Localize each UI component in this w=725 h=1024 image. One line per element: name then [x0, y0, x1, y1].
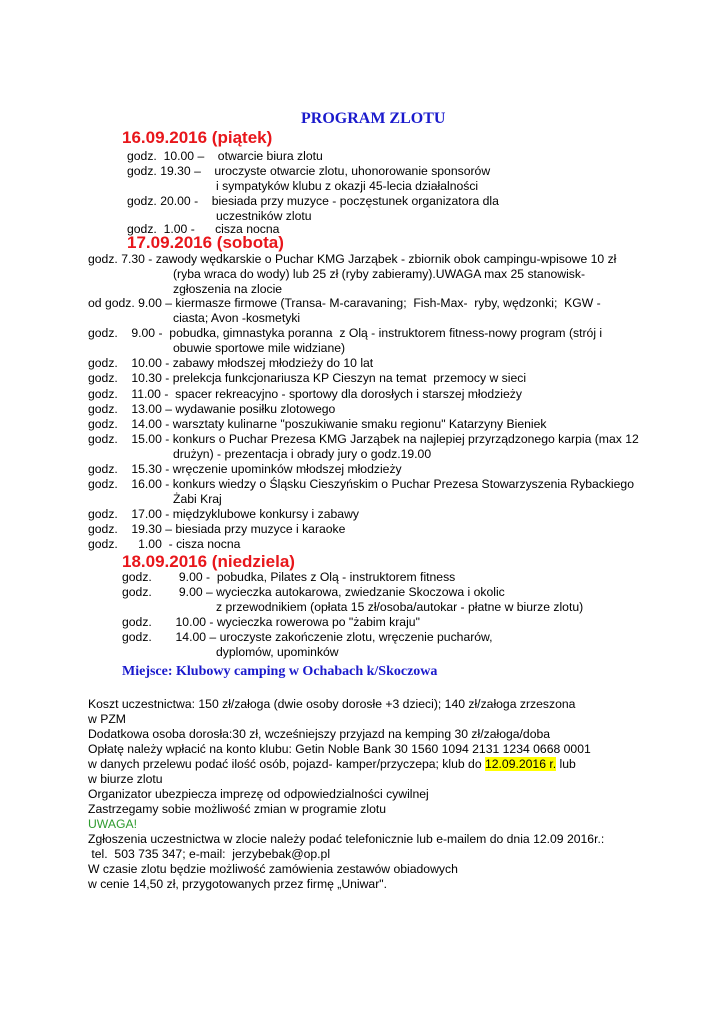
day3-heading: 18.09.2016 (niedziela)	[122, 552, 295, 571]
day2-line: godz. 19.30 – biesiada przy muzyce i karaoke	[88, 522, 346, 536]
day1-line: godz. 1.00 - cisza nocna	[127, 222, 280, 236]
day2-line: drużyn) - prezentacja i obrady jury o godz.19.00	[173, 447, 432, 461]
event-location: Miejsce: Klubowy camping w Ochabach k/Skoczowa	[122, 664, 438, 679]
day2-line: obuwie sportowe mile widziane)	[173, 341, 346, 355]
day1-line: uczestników zlotu	[216, 209, 312, 223]
day3-line: godz. 9.00 - pobudka, Pilates z Olą - instruktorem fitness	[122, 570, 456, 584]
info-line: Zgłoszenia uczestnictwa w zlocie należy podać telefonicznie lub e-mailem do dnia 12.09 2016r.:	[88, 832, 605, 846]
day2-line: zgłoszenia na zlocie	[173, 282, 283, 296]
info-line: Organizator ubezpiecza imprezę od odpowiedzialności cywilnej	[88, 787, 429, 801]
info-line: Dodatkowa osoba dorosła:30 zł, wcześniejszy przyjazd na kemping 30 zł/załoga/doba	[88, 727, 551, 741]
contact-line: tel. 503 735 347; e-mail: jerzybebak@op.pl	[88, 847, 331, 861]
day1-line: godz. 20.00 - biesiada przy muzyce - poczęstunek organizatora dla	[127, 194, 499, 208]
highlighted-deadline: 12.09.2016 r.	[484, 757, 557, 771]
info-line: w cenie 14,50 zł, przygotowanych przez firmę „Uniwar".	[88, 877, 387, 891]
day2-line: godz. 16.00 - konkurs wiedzy o Śląsku Cieszyńskim o Puchar Prezesa Stowarzyszenia Rybackiego	[88, 477, 634, 491]
day2-line: godz. 10.30 - prelekcja funkcjonariusza KP Cieszyn na temat przemocy w sieci	[88, 371, 527, 385]
info-line: w PZM	[88, 712, 126, 726]
day2-line: godz. 1.00 - cisza nocna	[88, 537, 241, 551]
info-text: w danych przelewu podać ilość osób, pojazd- kamper/przyczepa; klub do	[88, 757, 485, 771]
day2-heading: 17.09.2016 (sobota)	[127, 233, 284, 252]
day2-line: godz. 9.00 - pobudka, gimnastyka poranna z Olą - instruktorem fitness-nowy program (strój i	[88, 326, 603, 340]
day2-line: godz. 10.00 - zabawy młodszej młodzieży do 10 lat	[88, 356, 374, 370]
info-line	[88, 757, 576, 772]
day3-line: z przewodnikiem (opłata 15 zł/osoba/autokar - płatne w biurze zlotu)	[216, 600, 584, 614]
day2-line: godz. 15.00 - konkurs o Puchar Prezesa KMG Jarząbek na najlepiej przyrządzonego karpia (max 12	[88, 432, 639, 446]
day1-line: godz. 10.00 – otwarcie biura zlotu	[127, 149, 323, 163]
day2-line: Żabi Kraj	[173, 492, 222, 506]
info-line: w biurze zlotu	[88, 772, 163, 786]
day3-line: dyplomów, upominków	[216, 645, 339, 659]
info-line: W czasie zlotu będzie możliwość zamówienia zestawów obiadowych	[88, 862, 458, 876]
day3-line: godz. 14.00 – uroczyste zakończenie zlotu, wręczenie pucharów,	[122, 630, 493, 644]
day1-line: godz. 19.30 – uroczyste otwarcie zlotu, uhonorowanie sponsorów	[127, 164, 491, 178]
day2-line: ciasta; Avon -kosmetyki	[173, 311, 301, 325]
day1-line: i sympatyków klubu z okazji 45-lecia działalności	[216, 179, 479, 193]
info-text: lub	[556, 757, 576, 771]
page-title: PROGRAM ZLOTU	[301, 110, 446, 127]
day2-line: godz. 11.00 - spacer rekreacyjno - sportowy dla dorosłych i starszej młodzieży	[88, 387, 522, 401]
day3-line: godz. 10.00 - wycieczka rowerowa po "żabim kraju"	[122, 615, 420, 629]
info-line: Koszt uczestnictwa: 150 zł/załoga (dwie osoby dorosłe +3 dzieci); 140 zł/załoga zrzeszona	[88, 697, 576, 711]
warning-label: UWAGA!	[88, 817, 137, 831]
day3-line: godz. 9.00 – wycieczka autokarowa, zwiedzanie Skoczowa i okolic	[122, 585, 505, 599]
day2-line: godz. 15.30 - wręczenie upominków młodszej młodzieży	[88, 462, 402, 476]
info-line: Zastrzegamy sobie możliwość zmian w programie zlotu	[88, 802, 387, 816]
day2-line: godz. 17.00 - międzyklubowe konkursy i zabawy	[88, 507, 359, 521]
bank-account-line: Opłatę należy wpłacić na konto klubu: Getin Noble Bank 30 1560 1094 2131 1234 0668 0001	[88, 742, 591, 756]
day2-line: godz. 13.00 – wydawanie posiłku zlotowego	[88, 402, 336, 416]
day1-heading: 16.09.2016 (piątek)	[122, 128, 273, 147]
day2-line: (ryba wraca do wody) lub 25 zł (ryby zabieramy).UWAGA max 25 stanowisk-	[173, 267, 586, 281]
day2-line: od godz. 9.00 – kiermasze firmowe (Transa- M-caravaning; Fish-Max- ryby, wędzonki; KGW -	[88, 296, 601, 310]
day2-line: godz. 14.00 - warsztaty kulinarne "poszukiwanie smaku regionu" Katarzyny Bieniek	[88, 417, 547, 431]
day2-line: godz. 7.30 - zawody wędkarskie o Puchar KMG Jarząbek - zbiornik obok campingu-wpisowe 10 zł	[88, 252, 617, 266]
